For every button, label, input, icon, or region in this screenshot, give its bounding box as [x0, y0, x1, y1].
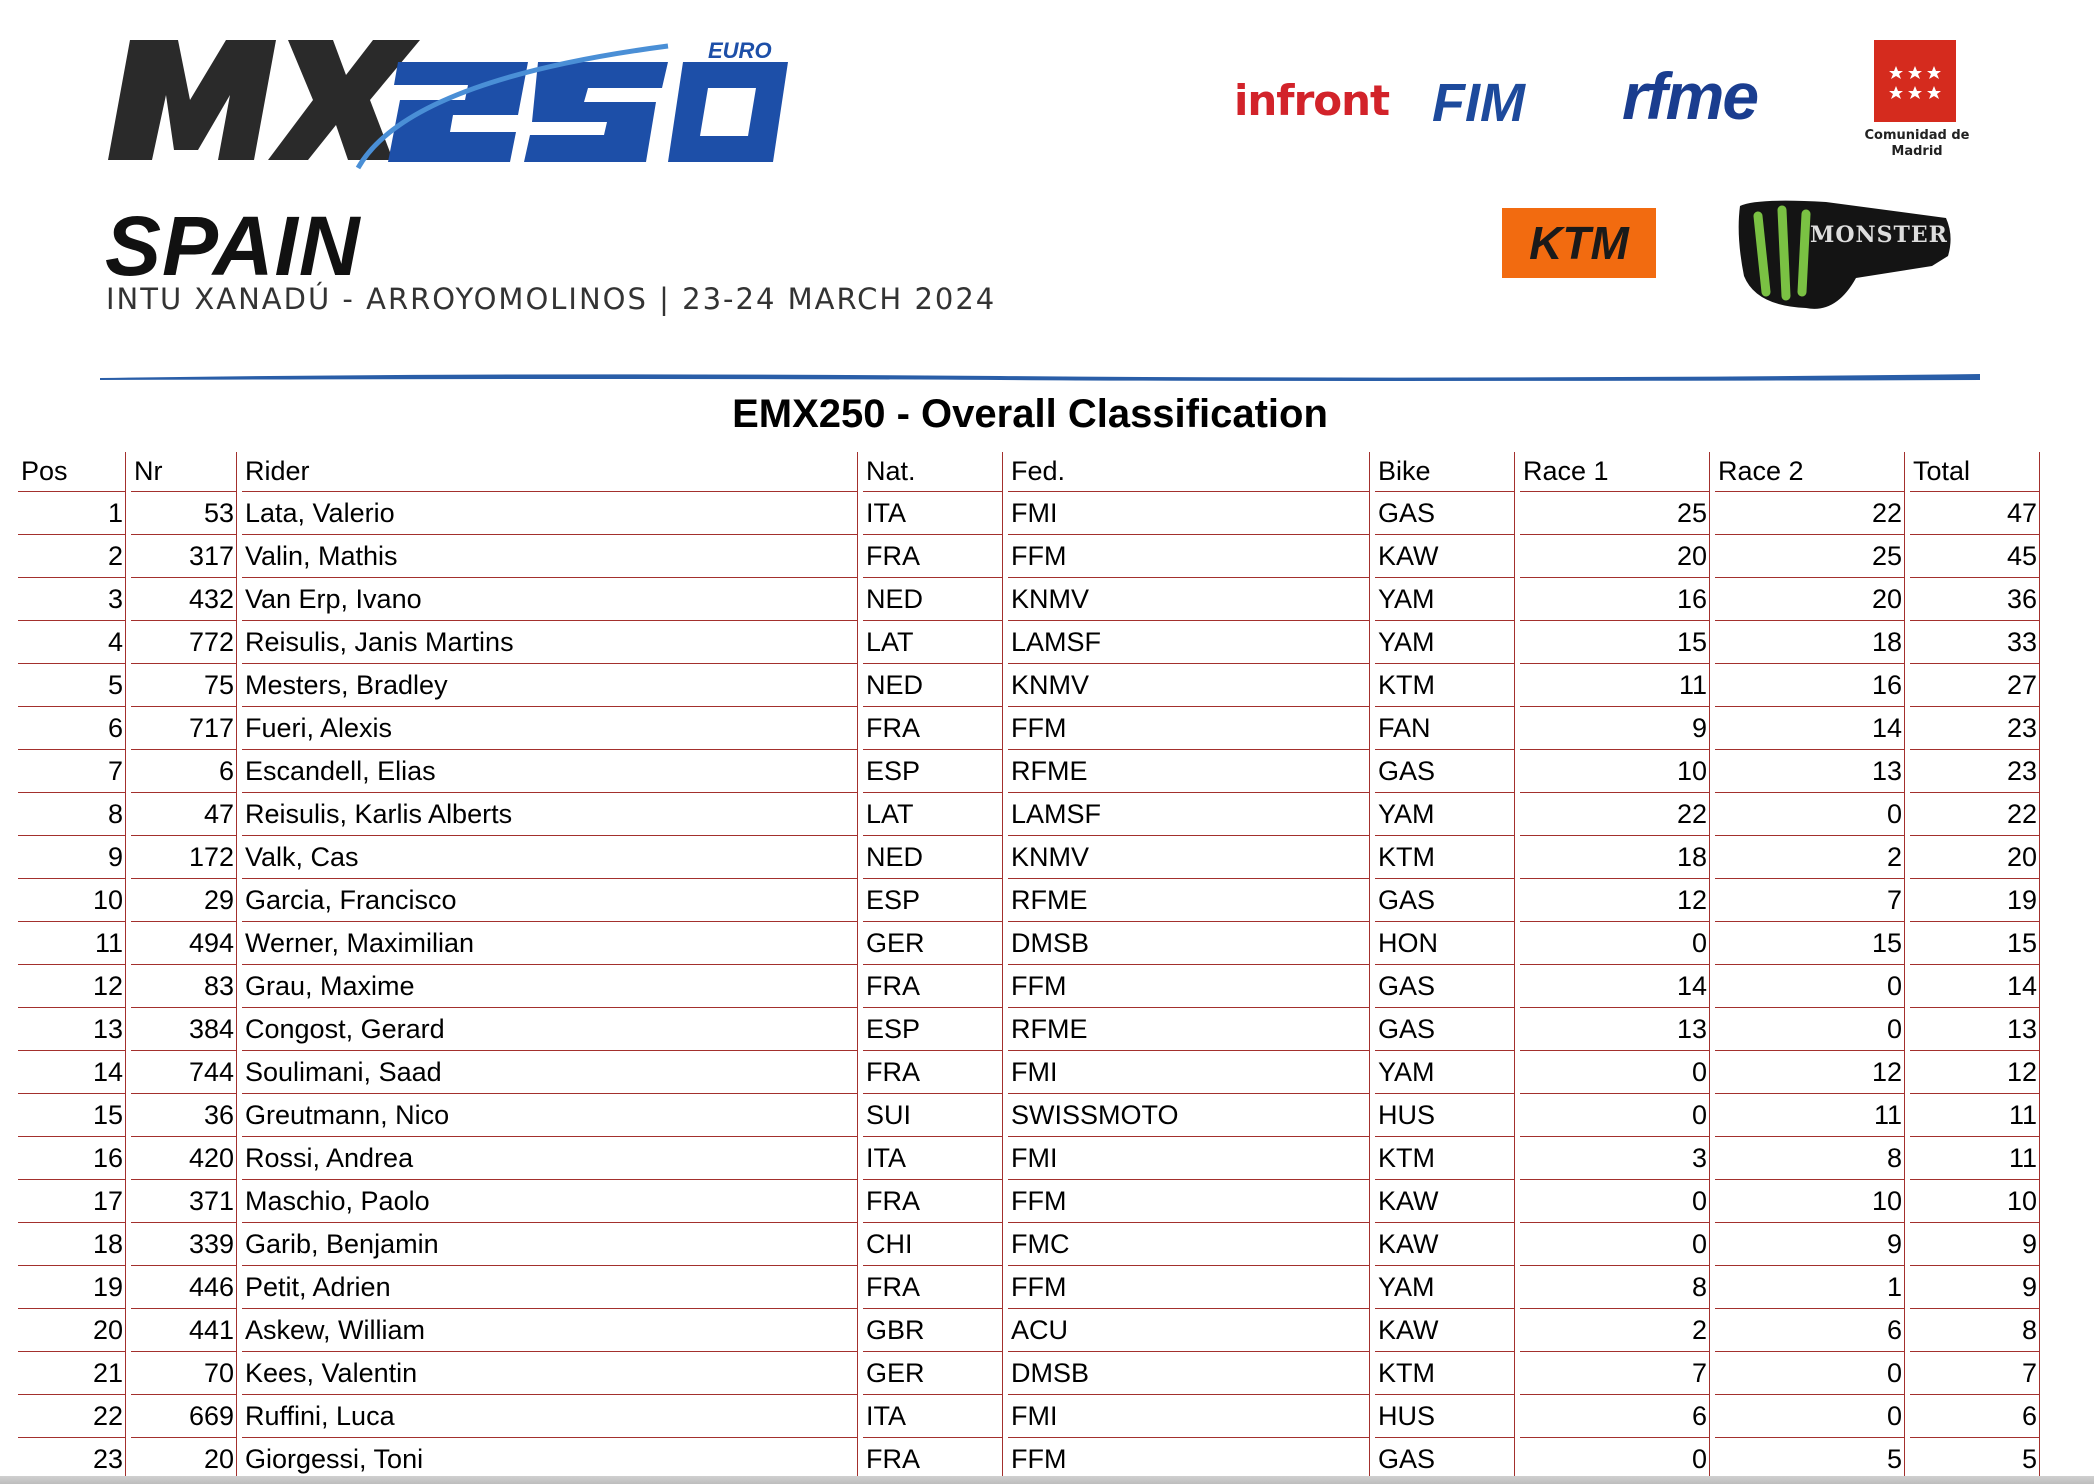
rider-cell: Fueri, Alexis	[242, 707, 858, 750]
nr-cell: 317	[131, 535, 237, 578]
nr-cell: 47	[131, 793, 237, 836]
race1-cell: 9	[1520, 707, 1710, 750]
bike-cell: KTM	[1375, 664, 1515, 707]
fed-cell: FFM	[1008, 965, 1370, 1008]
nr-cell: 29	[131, 879, 237, 922]
euro-label: EURO	[708, 40, 772, 63]
rfme-logo: rfme	[1622, 59, 1758, 133]
race2-cell: 16	[1715, 664, 1905, 707]
nat-cell: NED	[863, 578, 1003, 621]
table-row	[18, 535, 2040, 578]
rider-cell: Werner, Maximilian	[242, 922, 858, 965]
nr-cell: 494	[131, 922, 237, 965]
race1-cell: 8	[1520, 1266, 1710, 1309]
rider-cell: Mesters, Bradley	[242, 664, 858, 707]
total-cell: 5	[1910, 1438, 2040, 1481]
fed-cell: KNMV	[1008, 836, 1370, 879]
bike-cell: YAM	[1375, 793, 1515, 836]
col-fed-header: Fed.	[1008, 452, 1370, 492]
fim-logo: FIM	[1432, 73, 1525, 133]
pos-cell: 13	[18, 1008, 126, 1051]
total-cell: 47	[1910, 492, 2040, 535]
nr-cell: 70	[131, 1352, 237, 1395]
nat-cell: ITA	[863, 492, 1003, 535]
total-cell: 20	[1910, 836, 2040, 879]
race2-cell: 5	[1715, 1438, 1905, 1481]
fed-cell: DMSB	[1008, 922, 1370, 965]
col-race1-header: Race 1	[1520, 452, 1710, 492]
pos-cell: 20	[18, 1309, 126, 1352]
pos-cell: 8	[18, 793, 126, 836]
nat-cell: FRA	[863, 1438, 1003, 1481]
total-cell: 36	[1910, 578, 2040, 621]
nr-cell: 384	[131, 1008, 237, 1051]
pos-cell: 5	[18, 664, 126, 707]
bike-cell: HUS	[1375, 1094, 1515, 1137]
nat-cell: LAT	[863, 621, 1003, 664]
race1-cell: 14	[1520, 965, 1710, 1008]
fed-cell: SWISSMOTO	[1008, 1094, 1370, 1137]
race1-cell: 0	[1520, 1223, 1710, 1266]
madrid-logo-label: Comunidad de Madrid	[1864, 128, 1970, 159]
total-cell: 13	[1910, 1008, 2040, 1051]
rider-cell: Ruffini, Luca	[242, 1395, 858, 1438]
table-row	[18, 1266, 2040, 1309]
total-cell: 9	[1910, 1266, 2040, 1309]
nr-cell: 669	[131, 1395, 237, 1438]
table-header-row	[18, 452, 2040, 492]
race1-cell: 15	[1520, 621, 1710, 664]
pos-cell: 21	[18, 1352, 126, 1395]
bike-cell: HON	[1375, 922, 1515, 965]
col-total-header: Total	[1910, 452, 2040, 492]
nat-cell: NED	[863, 664, 1003, 707]
total-cell: 22	[1910, 793, 2040, 836]
fed-cell: FFM	[1008, 1438, 1370, 1481]
nr-cell: 432	[131, 578, 237, 621]
race2-cell: 25	[1715, 535, 1905, 578]
total-cell: 15	[1910, 922, 2040, 965]
nr-cell: 446	[131, 1266, 237, 1309]
race2-cell: 2	[1715, 836, 1905, 879]
rider-cell: Maschio, Paolo	[242, 1180, 858, 1223]
col-race2-header: Race 2	[1715, 452, 1905, 492]
fed-cell: FMI	[1008, 1051, 1370, 1094]
race2-cell: 0	[1715, 1008, 1905, 1051]
nat-cell: GBR	[863, 1309, 1003, 1352]
fed-cell: LAMSF	[1008, 793, 1370, 836]
race1-cell: 22	[1520, 793, 1710, 836]
total-cell: 27	[1910, 664, 2040, 707]
pos-cell: 16	[18, 1137, 126, 1180]
nat-cell: FRA	[863, 535, 1003, 578]
bike-cell: KTM	[1375, 836, 1515, 879]
pos-cell: 23	[18, 1438, 126, 1481]
nat-cell: NED	[863, 836, 1003, 879]
race1-cell: 12	[1520, 879, 1710, 922]
rider-cell: Askew, William	[242, 1309, 858, 1352]
fed-cell: FMC	[1008, 1223, 1370, 1266]
nr-cell: 6	[131, 750, 237, 793]
race1-cell: 7	[1520, 1352, 1710, 1395]
nat-cell: CHI	[863, 1223, 1003, 1266]
race2-cell: 6	[1715, 1309, 1905, 1352]
total-cell: 45	[1910, 535, 2040, 578]
rider-cell: Soulimani, Saad	[242, 1051, 858, 1094]
bike-cell: GAS	[1375, 492, 1515, 535]
fed-cell: RFME	[1008, 750, 1370, 793]
table-body	[18, 492, 2040, 1481]
nat-cell: FRA	[863, 965, 1003, 1008]
pos-cell: 9	[18, 836, 126, 879]
nr-cell: 83	[131, 965, 237, 1008]
race1-cell: 11	[1520, 664, 1710, 707]
col-nat-header: Nat.	[863, 452, 1003, 492]
race1-cell: 0	[1520, 922, 1710, 965]
bike-cell: YAM	[1375, 1266, 1515, 1309]
rider-cell: Valin, Mathis	[242, 535, 858, 578]
bike-cell: GAS	[1375, 1438, 1515, 1481]
table-row	[18, 1438, 2040, 1481]
total-cell: 12	[1910, 1051, 2040, 1094]
bike-cell: HUS	[1375, 1395, 1515, 1438]
rider-cell: Reisulis, Janis Martins	[242, 621, 858, 664]
total-cell: 6	[1910, 1395, 2040, 1438]
total-cell: 9	[1910, 1223, 2040, 1266]
col-rider-header: Rider	[242, 452, 858, 492]
monster-energy-logo	[1736, 196, 1956, 314]
rider-cell: Greutmann, Nico	[242, 1094, 858, 1137]
rider-cell: Giorgessi, Toni	[242, 1438, 858, 1481]
rider-cell: Rossi, Andrea	[242, 1137, 858, 1180]
table-row	[18, 879, 2040, 922]
mx250-logo	[108, 40, 788, 170]
total-cell: 23	[1910, 707, 2040, 750]
race1-cell: 18	[1520, 836, 1710, 879]
table-row	[18, 707, 2040, 750]
race1-cell: 2	[1520, 1309, 1710, 1352]
nr-cell: 53	[131, 492, 237, 535]
pos-cell: 19	[18, 1266, 126, 1309]
pos-cell: 22	[18, 1395, 126, 1438]
table-row	[18, 578, 2040, 621]
race1-cell: 3	[1520, 1137, 1710, 1180]
table-row	[18, 621, 2040, 664]
table-row	[18, 664, 2040, 707]
monster-wordmark: MONSTER	[1810, 222, 1948, 248]
classification-table	[13, 452, 2045, 1481]
fed-cell: FFM	[1008, 1266, 1370, 1309]
total-cell: 8	[1910, 1309, 2040, 1352]
bike-cell: FAN	[1375, 707, 1515, 750]
bike-cell: KTM	[1375, 1137, 1515, 1180]
pos-cell: 1	[18, 492, 126, 535]
race1-cell: 13	[1520, 1008, 1710, 1051]
bike-cell: GAS	[1375, 1008, 1515, 1051]
race1-cell: 6	[1520, 1395, 1710, 1438]
window-bottom-edge	[0, 1476, 2094, 1484]
race2-cell: 12	[1715, 1051, 1905, 1094]
pos-cell: 18	[18, 1223, 126, 1266]
pos-cell: 6	[18, 707, 126, 750]
race2-cell: 11	[1715, 1094, 1905, 1137]
bike-cell: GAS	[1375, 965, 1515, 1008]
race2-cell: 15	[1715, 922, 1905, 965]
nat-cell: ESP	[863, 879, 1003, 922]
fed-cell: FFM	[1008, 535, 1370, 578]
table-row	[18, 1309, 2040, 1352]
nat-cell: FRA	[863, 1180, 1003, 1223]
total-cell: 7	[1910, 1352, 2040, 1395]
header-divider-swoosh	[100, 368, 1980, 386]
fed-cell: RFME	[1008, 1008, 1370, 1051]
race1-cell: 0	[1520, 1438, 1710, 1481]
fed-cell: KNMV	[1008, 578, 1370, 621]
rider-cell: Congost, Gerard	[242, 1008, 858, 1051]
nat-cell: FRA	[863, 1051, 1003, 1094]
pos-cell: 2	[18, 535, 126, 578]
fed-cell: FMI	[1008, 1395, 1370, 1438]
nat-cell: GER	[863, 922, 1003, 965]
bike-cell: YAM	[1375, 621, 1515, 664]
pos-cell: 7	[18, 750, 126, 793]
nr-cell: 339	[131, 1223, 237, 1266]
fed-cell: LAMSF	[1008, 621, 1370, 664]
rider-cell: Reisulis, Karlis Alberts	[242, 793, 858, 836]
rider-cell: Lata, Valerio	[242, 492, 858, 535]
rider-cell: Van Erp, Ivano	[242, 578, 858, 621]
classification-title: EMX250 - Overall Classification	[732, 392, 1328, 436]
col-pos-header: Pos	[18, 452, 126, 492]
race2-cell: 0	[1715, 965, 1905, 1008]
fed-cell: FFM	[1008, 1180, 1370, 1223]
table-row	[18, 1137, 2040, 1180]
race1-cell: 16	[1520, 578, 1710, 621]
race1-cell: 10	[1520, 750, 1710, 793]
race1-cell: 0	[1520, 1180, 1710, 1223]
table-row	[18, 836, 2040, 879]
race2-cell: 7	[1715, 879, 1905, 922]
rider-cell: Grau, Maxime	[242, 965, 858, 1008]
rider-cell: Garib, Benjamin	[242, 1223, 858, 1266]
total-cell: 11	[1910, 1137, 2040, 1180]
ktm-logo: KTM	[1502, 208, 1656, 278]
race1-cell: 25	[1520, 492, 1710, 535]
race2-cell: 18	[1715, 621, 1905, 664]
fed-cell: RFME	[1008, 879, 1370, 922]
fed-cell: ACU	[1008, 1309, 1370, 1352]
pos-cell: 10	[18, 879, 126, 922]
nr-cell: 172	[131, 836, 237, 879]
col-bike-header: Bike	[1375, 452, 1515, 492]
nr-cell: 75	[131, 664, 237, 707]
col-nr-header: Nr	[131, 452, 237, 492]
race2-cell: 14	[1715, 707, 1905, 750]
rider-cell: Garcia, Francisco	[242, 879, 858, 922]
total-cell: 11	[1910, 1094, 2040, 1137]
bike-cell: KAW	[1375, 1223, 1515, 1266]
total-cell: 19	[1910, 879, 2040, 922]
pos-cell: 3	[18, 578, 126, 621]
total-cell: 14	[1910, 965, 2040, 1008]
nr-cell: 744	[131, 1051, 237, 1094]
pos-cell: 11	[18, 922, 126, 965]
pos-cell: 15	[18, 1094, 126, 1137]
nr-cell: 717	[131, 707, 237, 750]
fed-cell: FMI	[1008, 492, 1370, 535]
bike-cell: GAS	[1375, 750, 1515, 793]
race2-cell: 0	[1715, 1395, 1905, 1438]
table-row	[18, 750, 2040, 793]
fed-cell: FFM	[1008, 707, 1370, 750]
nat-cell: FRA	[863, 1266, 1003, 1309]
infront-logo: infront	[1234, 76, 1390, 125]
pos-cell: 17	[18, 1180, 126, 1223]
bike-cell: KAW	[1375, 1180, 1515, 1223]
event-header	[0, 0, 2094, 390]
race2-cell: 8	[1715, 1137, 1905, 1180]
race2-cell: 13	[1715, 750, 1905, 793]
bike-cell: KAW	[1375, 535, 1515, 578]
bike-cell: KAW	[1375, 1309, 1515, 1352]
fed-cell: DMSB	[1008, 1352, 1370, 1395]
race1-cell: 0	[1520, 1094, 1710, 1137]
total-cell: 23	[1910, 750, 2040, 793]
bike-cell: GAS	[1375, 879, 1515, 922]
table-row	[18, 965, 2040, 1008]
nat-cell: SUI	[863, 1094, 1003, 1137]
nat-cell: ESP	[863, 750, 1003, 793]
pos-cell: 14	[18, 1051, 126, 1094]
nat-cell: GER	[863, 1352, 1003, 1395]
table-row	[18, 1352, 2040, 1395]
table-row	[18, 1180, 2040, 1223]
table-row	[18, 492, 2040, 535]
bike-cell: YAM	[1375, 1051, 1515, 1094]
nr-cell: 420	[131, 1137, 237, 1180]
pos-cell: 12	[18, 965, 126, 1008]
nat-cell: FRA	[863, 707, 1003, 750]
bike-cell: YAM	[1375, 578, 1515, 621]
race2-cell: 9	[1715, 1223, 1905, 1266]
table-row	[18, 1395, 2040, 1438]
table-row	[18, 922, 2040, 965]
bike-cell: KTM	[1375, 1352, 1515, 1395]
nr-cell: 20	[131, 1438, 237, 1481]
race1-cell: 20	[1520, 535, 1710, 578]
nr-cell: 36	[131, 1094, 237, 1137]
rider-cell: Kees, Valentin	[242, 1352, 858, 1395]
table-row	[18, 1094, 2040, 1137]
race2-cell: 0	[1715, 1352, 1905, 1395]
madrid-flag-icon	[1874, 40, 1956, 122]
country-title: SPAIN	[105, 199, 361, 293]
nr-cell: 441	[131, 1309, 237, 1352]
race2-cell: 20	[1715, 578, 1905, 621]
nat-cell: ESP	[863, 1008, 1003, 1051]
rider-cell: Petit, Adrien	[242, 1266, 858, 1309]
total-cell: 33	[1910, 621, 2040, 664]
nat-cell: LAT	[863, 793, 1003, 836]
rider-cell: Escandell, Elias	[242, 750, 858, 793]
nat-cell: ITA	[863, 1395, 1003, 1438]
race2-cell: 1	[1715, 1266, 1905, 1309]
table-row	[18, 1223, 2040, 1266]
nr-cell: 371	[131, 1180, 237, 1223]
pos-cell: 4	[18, 621, 126, 664]
fed-cell: KNMV	[1008, 664, 1370, 707]
race2-cell: 0	[1715, 793, 1905, 836]
nat-cell: ITA	[863, 1137, 1003, 1180]
race2-cell: 22	[1715, 492, 1905, 535]
total-cell: 10	[1910, 1180, 2040, 1223]
nr-cell: 772	[131, 621, 237, 664]
race2-cell: 10	[1715, 1180, 1905, 1223]
table-row	[18, 1051, 2040, 1094]
venue-date-line: INTU XANADÚ - ARROYOMOLINOS | 23-24 MARCH 2024	[106, 282, 997, 316]
table-row	[18, 793, 2040, 836]
rider-cell: Valk, Cas	[242, 836, 858, 879]
fed-cell: FMI	[1008, 1137, 1370, 1180]
race1-cell: 0	[1520, 1051, 1710, 1094]
table-row	[18, 1008, 2040, 1051]
